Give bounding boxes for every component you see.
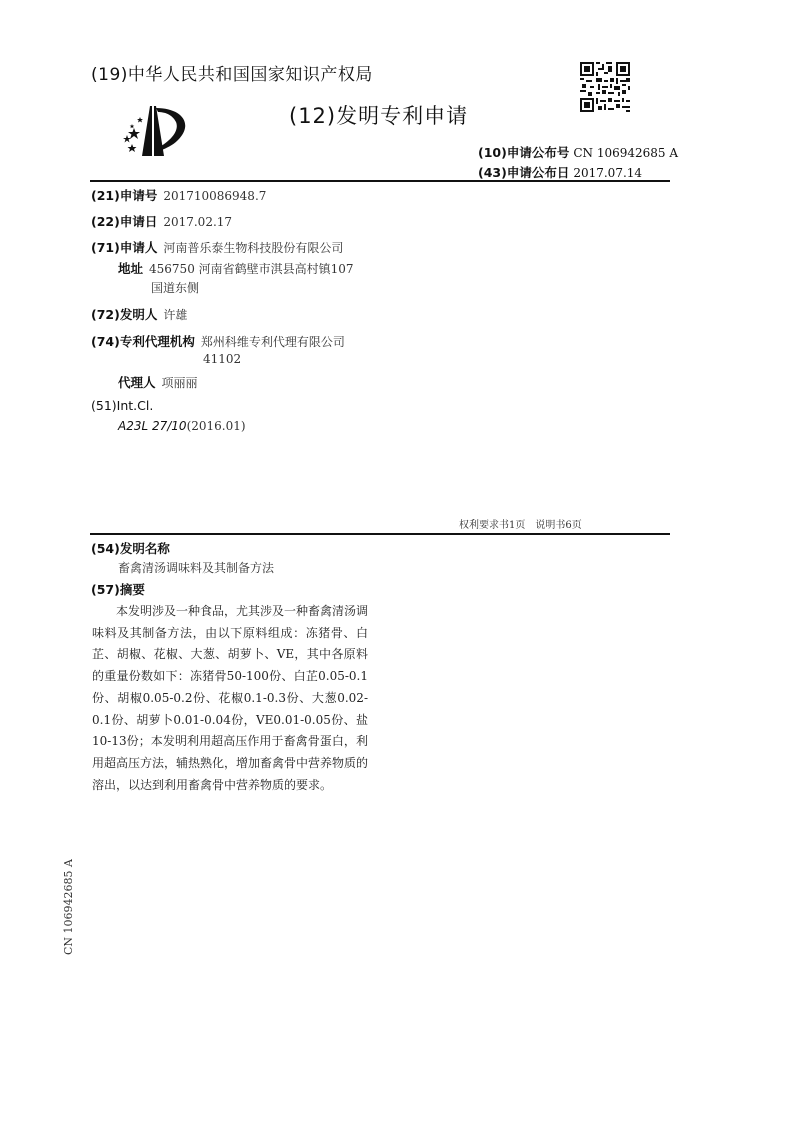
int-cl-classification xyxy=(118,418,246,433)
publication-number: CN 106942685 A xyxy=(573,146,679,160)
agency-value: 郑州科维专利代理有限公司 xyxy=(200,335,345,349)
inventor-field xyxy=(91,305,187,323)
agent-value: 项丽丽 xyxy=(161,376,198,390)
header-divider xyxy=(90,180,670,182)
application-date-value: 2017.02.17 xyxy=(163,215,233,229)
ipc-version: (2016.01) xyxy=(186,419,246,433)
issuing-office: (19)中华人民共和国国家知识产权局 xyxy=(91,65,373,85)
publication-number-label: (10)申请公布号 xyxy=(478,145,570,160)
abstract-divider xyxy=(90,533,670,535)
document-type-title: (12)发明专利申请 xyxy=(289,104,469,128)
qr-code-icon[interactable] xyxy=(580,62,630,112)
invention-title: 畜禽清汤调味料及其制备方法 xyxy=(118,561,275,575)
publication-number-row xyxy=(478,143,678,161)
publication-date: 2017.07.14 xyxy=(573,166,643,180)
side-publication-code: CN 106942685 A xyxy=(62,859,75,955)
page-counts: 权利要求书1页 说明书6页 xyxy=(459,520,582,531)
invention-title-label xyxy=(91,539,170,557)
abstract-body: 本发明涉及一种食品，尤其涉及一种畜禽清汤调味料及其制备方法，由以下原料组成：冻猪骨、白芷、胡椒、花椒、大葱、胡萝卜、VE，其中各原料的重量份数如下：冻猪骨50-100份、白芷0.05-0.1份、胡椒0.05-0.2份、花椒0.1-0.3份、大葱0.02-0.1份、胡萝卜0.01-0.04份，VE0.01-0.05份、盐10-13份；本发明利用超高压作用于畜禽骨蛋白，利用超高压方法，辅热熟化，增加畜禽骨中营养物质的溶出，以达到利用畜禽骨中营养物质的要求。 xyxy=(92,604,369,792)
abstract-heading: (57)摘要 xyxy=(91,582,145,597)
int-cl-label: (51)Int.Cl. xyxy=(91,398,154,413)
application-date-field xyxy=(91,212,232,230)
agency-label: (74)专利代理机构 xyxy=(91,334,195,349)
cnipa-logo-icon xyxy=(122,102,202,158)
agency-code: 41102 xyxy=(203,352,242,366)
int-cl-field xyxy=(91,398,153,413)
abstract-label xyxy=(91,580,145,598)
address-continuation: 国道东侧 xyxy=(151,281,200,295)
address-field xyxy=(118,259,354,277)
inventor-label: (72)发明人 xyxy=(91,307,158,322)
agency-field xyxy=(91,332,345,350)
applicant-field xyxy=(91,238,343,256)
application-number-field xyxy=(91,186,266,204)
invention-title-heading: (54)发明名称 xyxy=(91,541,170,556)
address-label: 地址 xyxy=(118,261,144,276)
ipc-code: A23L 27/10 xyxy=(118,419,187,433)
publication-date-row xyxy=(478,163,642,181)
agent-field xyxy=(118,373,198,391)
address-value: 456750 河南省鹤壁市淇县高村镇107 xyxy=(149,262,354,276)
publication-date-label: (43)申请公布日 xyxy=(478,165,570,180)
application-number-value: 201710086948.7 xyxy=(163,189,267,203)
abstract-text xyxy=(92,601,368,796)
application-number-label: (21)申请号 xyxy=(91,188,158,203)
agent-label: 代理人 xyxy=(118,375,156,390)
applicant-value: 河南普乐泰生物科技股份有限公司 xyxy=(163,241,344,255)
applicant-label: (71)申请人 xyxy=(91,240,158,255)
inventor-value: 许雄 xyxy=(163,308,188,322)
application-date-label: (22)申请日 xyxy=(91,214,158,229)
